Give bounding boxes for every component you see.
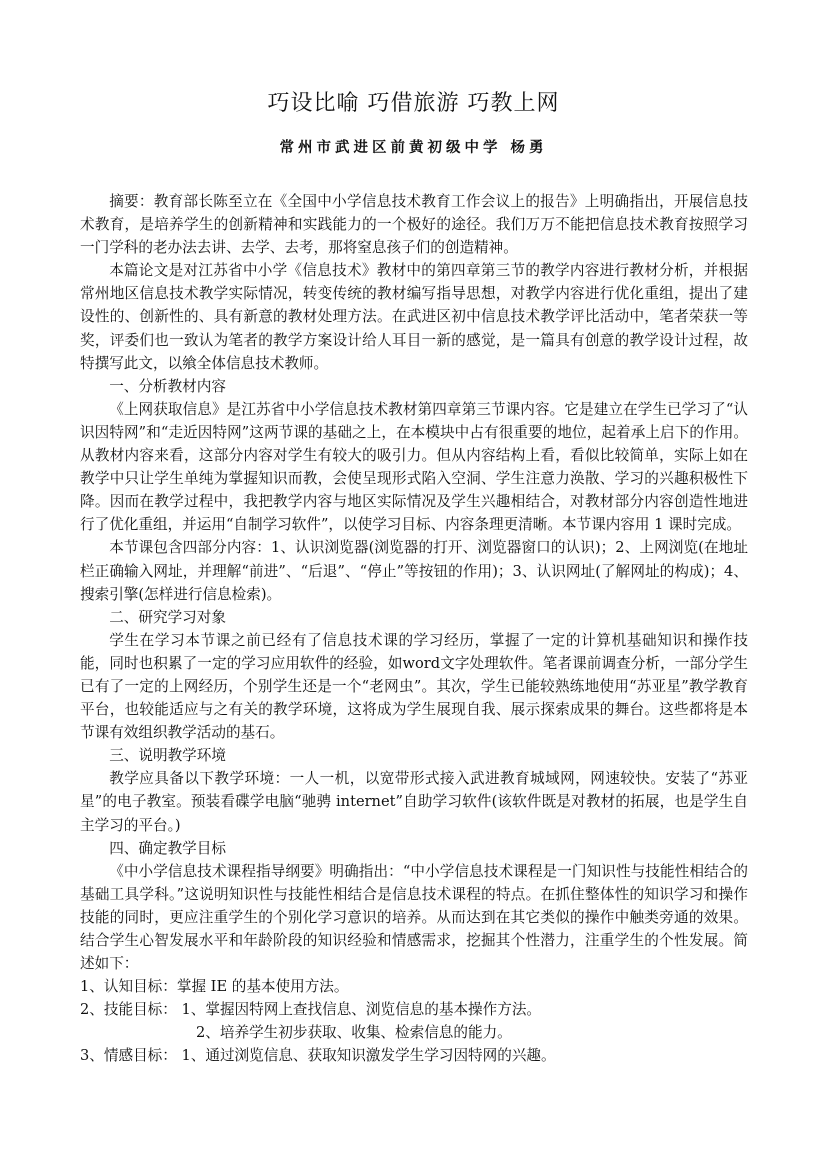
document-title: 巧设比喻 巧借旅游 巧教上网 <box>267 91 560 116</box>
goal-subitem: 2、培养学生初步获取、收集、检索信息的能力。 <box>196 1024 512 1042</box>
section-heading: 一、分析教材内容 <box>109 377 226 395</box>
section-heading: 四、确定教学目标 <box>109 839 226 857</box>
document-author: 常州市武进区前黄初级中学 杨勇 <box>279 139 548 156</box>
section-heading: 三、说明教学环境 <box>109 747 226 765</box>
goal-item: 2、技能目标： 1、掌握因特网上查找信息、浏览信息的基本操作方法。 <box>80 1001 542 1019</box>
body-paragraph: 《上网获取信息》是江苏省中小学信息技术教材第四章第三节课内容。它是建立在学生已学习了“认识因特网”和“走近因特网”这两节课的基础之上，在本模块中占有很重要的地位，起着承上启下的作用。从教材内容来看，这部分内容对学生有较大的吸引力。但从内容结构上看，看似比较简单，实际上如在教学中只让学生单纯为掌握知识而教，会使呈现形式陷入空洞、学生注意力涣散、学习的兴趣积极性下降。因而在教学过程中，我把教学内容与地区实际情况及学生兴趣相结合，对教材部分内容创造性地进行了优化重组，并运用“自制学习软件”，以使学习目标、内容条理更清晰。本节课内容用 1 课时完成。 <box>80 400 748 534</box>
body-paragraph: 《中小学信息技术课程指导纲要》明确指出：“中小学信息技术课程是一门知识性与技能性相结合的基础工具学科。”这说明知识性与技能性相结合是信息技术课程的特点。在抓住整体性的知识学习和操作技能的同时，更应注重学生的个别化学习意识的培养。从而达到在其它类似的操作中触类旁通的效果。结合学生心智发展水平和年龄阶段的知识经验和情感需求，挖掘其个性潜力，注重学生的个性发展。简述如下： <box>80 862 748 973</box>
body-paragraph: 学生在学习本节课之前已经有了信息技术课的学习经历，掌握了一定的计算机基础知识和操作技能，同时也积累了一定的学习应用软件的经验，如word文字处理软件。笔者课前调查分析，一部分学生已有了一定的上网经历，个别学生还是一个“老网虫”。其次，学生已能较熟练地使用“苏亚星”教学教育平台，也较能适应与之有关的教学环境，这将成为学生展现自我、展示探索成果的舞台。这些都将是本节课有效组织教学活动的基石。 <box>80 631 748 742</box>
intro-paragraph: 本篇论文是对江苏省中小学《信息技术》教材中的第四章第三节的教学内容进行教材分析，并根据常州地区信息技术教学实际情况，转变传统的教材编写指导思想，对教学内容进行优化重组，提出了建设性的、创新性的、具有新意的教材处理方法。在武进区初中信息技术教学评比活动中，笔者荣获一等奖，评委们也一致认为笔者的教学方案设计给人耳目一新的感觉，是一篇具有创意的教学设计过程，故特撰写此文，以飨全体信息技术教师。 <box>80 262 748 372</box>
abstract-paragraph: 摘要：教育部长陈至立在《全国中小学信息技术教育工作会议上的报告》上明确指出，开展信息技术教育，是培养学生的创新精神和实践能力的一个极好的途径。我们万万不能把信息技术教育按照学习一门学科的老办法去讲、去学、去考，那将窒息孩子们的创造精神。 <box>80 193 748 257</box>
body-paragraph: 本节课包含四部分内容：1、认识浏览器(浏览器的打开、浏览器窗口的认识)；2、上网浏览(在地址栏正确输入网址，并理解“前进”、“后退”、“停止”等按钮的作用)；3、认识网址(了解网址的构成)；4、搜索引擎(怎样进行信息检索)。 <box>80 539 748 603</box>
document-body <box>80 190 748 1068</box>
goal-item: 3、情感目标： 1、通过浏览信息、获取知识激发学生学习因特网的兴趣。 <box>80 1047 556 1065</box>
section-heading: 二、研究学习对象 <box>109 608 226 626</box>
body-paragraph: 教学应具备以下教学环境：一人一机，以宽带形式接入武进教育城域网，网速较快。安装了“苏亚星”的电子教室。预装看碟学电脑“驰骋 internet”自助学习软件(该软件既是对教材的拓展，也是学生自主学习的平台。) <box>80 770 748 834</box>
goal-item: 1、认知目标：掌握 IE 的基本使用方法。 <box>80 978 349 996</box>
